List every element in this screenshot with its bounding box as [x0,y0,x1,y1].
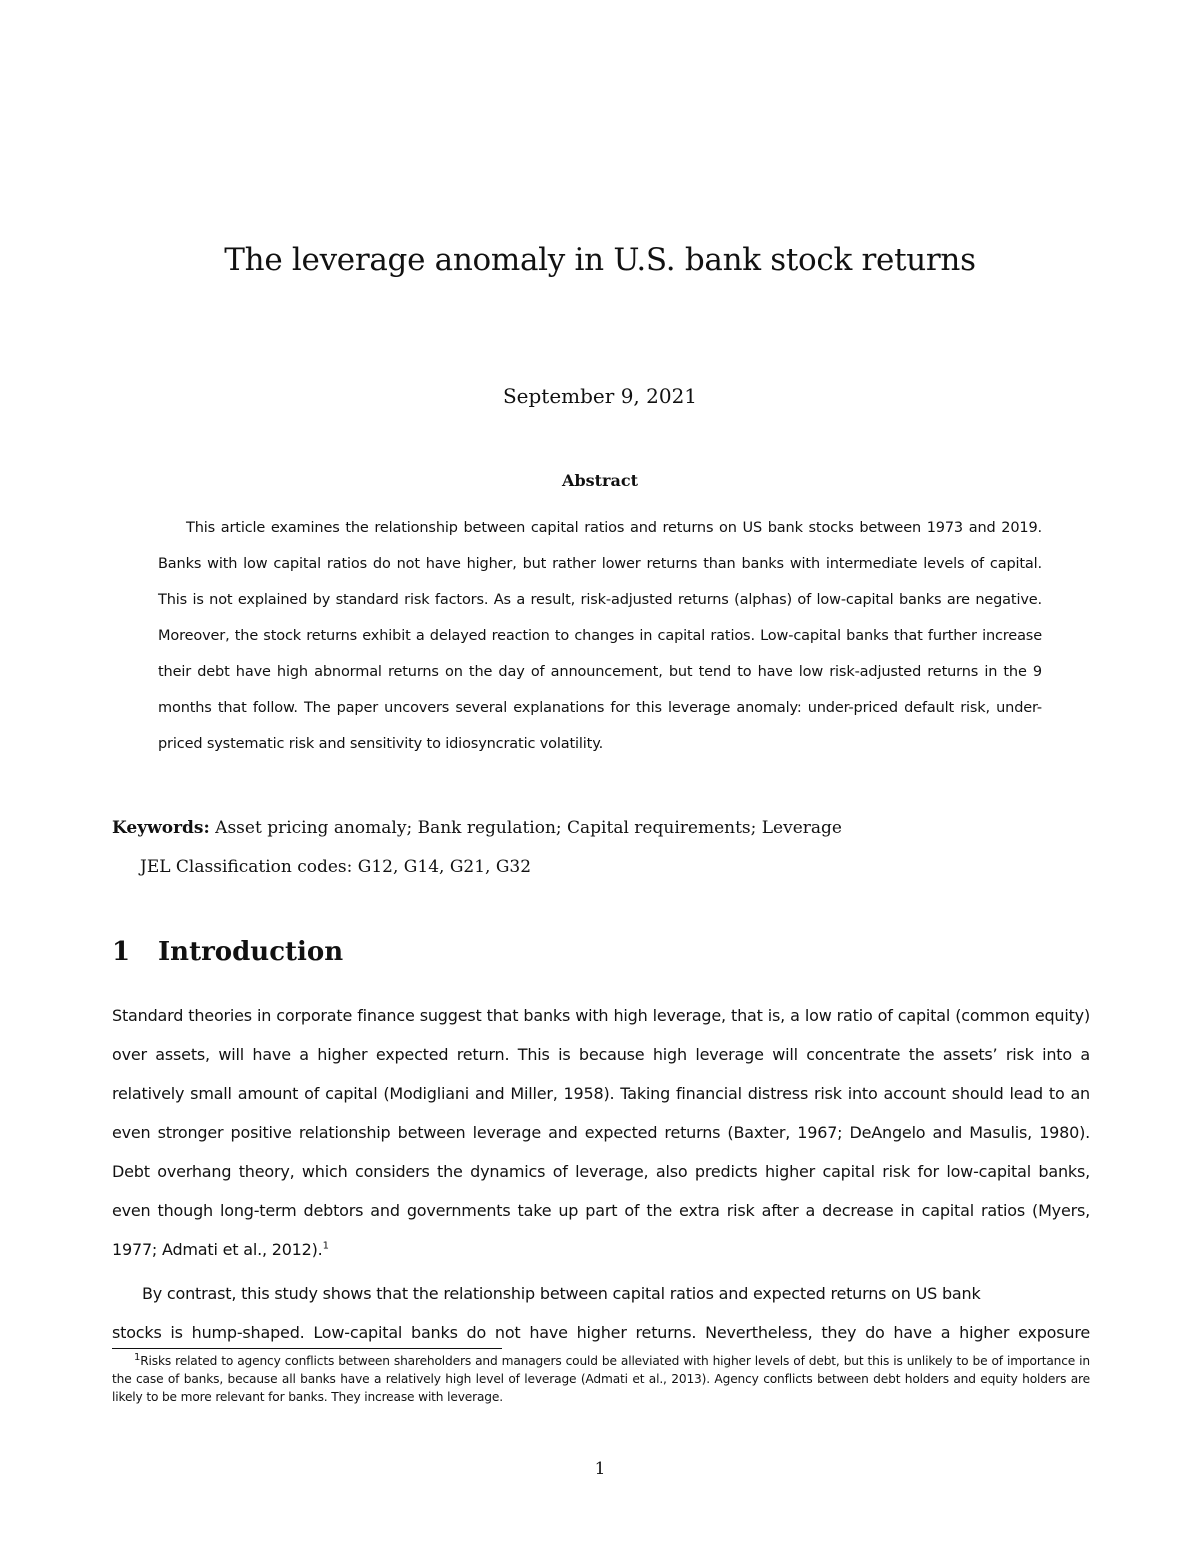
section-title: Introduction [158,937,344,967]
footnote-number: 1 [134,1351,141,1363]
intro-paragraph-2-line-2: stocks is hump-shaped. Low-capital banks do not have higher returns. Nevertheless, they do have a higher exposure [112,1323,1090,1342]
footnote-text: Risks related to agency conflicts between shareholders and managers could be alleviated with higher levels of debt, but this is unlikely to be of importance in the case of banks, because all banks have a relatively high level of leverage (Admati et al., 2013). Agency conflicts between debt holders and equity holders are likely to be more relevant for banks. They increase with leverage. [112,1354,1090,1404]
abstract-heading: Abstract [562,471,638,490]
keywords-text: Asset pricing anomaly; Bank regulation; Capital requirements; Leverage [215,818,842,838]
intro-paragraph-2-line-1: By contrast, this study shows that the relationship between capital ratios and expected returns on US bank [142,1284,981,1303]
abstract-text: This article examines the relationship between capital ratios and returns on US bank stocks between 1973 and 2019. Banks with low capital ratios do not have higher, but rather lower returns than banks with intermediate levels of capital. This is not explained by standard risk factors. As a result, risk-adjusted returns (alphas) of low-capital banks are negative. Moreover, the stock returns exhibit a delayed reaction to changes in capital ratios. Low-capital banks that further increase their debt have high abnormal returns on the day of announcement, but tend to have low risk-adjusted returns in the 9 months that follow. The paper uncovers several explanations for this leverage anomaly: under-priced default risk, under-priced systematic risk and sensitivity to idiosyncratic volatility. [158,520,1042,752]
footnote [112,1352,1090,1406]
page-number: 1 [594,1459,606,1479]
paper-title: The leverage anomaly in U.S. bank stock returns [224,242,976,278]
intro-paragraph-1-text: Standard theories in corporate finance suggest that banks with high leverage, that is, a low ratio of capital (common equity) over assets, will have a higher expected return. This is because high leverage will concentrate the assets’ risk into a relatively small amount of capital (Modigliani and Miller, 1958). Taking financial distress risk into account should lead to an even stronger positive relationship between leverage and expected returns (Baxter, 1967; DeAngelo and Masulis, 1980). Debt overhang theory, which considers the dynamics of leverage, also predicts higher capital risk for low-capital banks, even though long-term debtors and governments take up part of the extra risk after a decrease in capital ratios (Myers, 1977; Admati et al., 2012). [112,1006,1090,1259]
section-heading-introduction [112,932,1092,972]
intro-paragraph-1 [112,996,1090,1269]
keywords-label: Keywords: [112,818,210,838]
keywords-line [112,814,1092,842]
jel-codes: JEL Classification codes: G12, G14, G21, G32 [140,857,532,877]
paper-date: September 9, 2021 [502,384,698,408]
footnote-divider [112,1348,502,1349]
footnote-marker[interactable]: 1 [322,1240,329,1252]
section-number: 1 [112,937,131,967]
